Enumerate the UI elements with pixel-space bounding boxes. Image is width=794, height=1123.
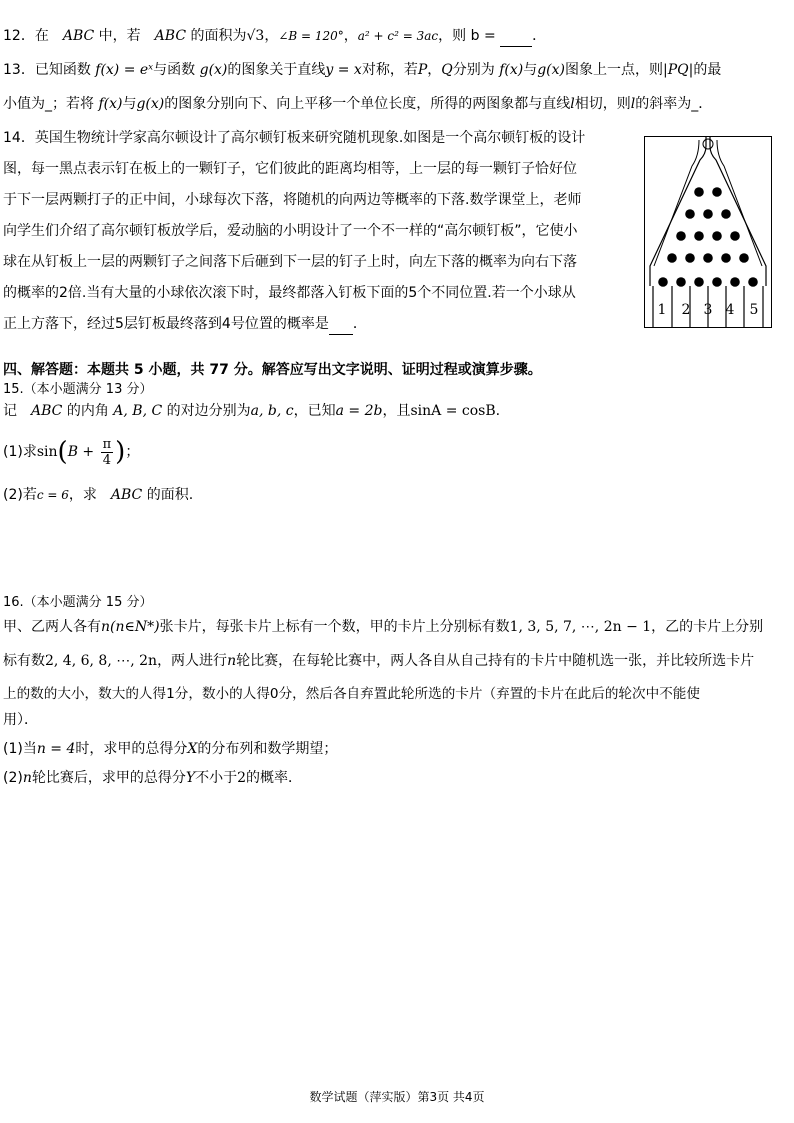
peg: [667, 253, 677, 263]
slot-label: 1: [657, 302, 667, 318]
q15-part-1: (1)求sin(B + $\frac{\pi}{4}$ )；: [3, 436, 140, 468]
slot-label: 3: [703, 302, 713, 318]
funnel-left-outer: [650, 136, 706, 286]
q16-line-1: 甲、乙两人各有n(n∈N*)张卡片，每张卡片上标有一个数，甲的卡片上分别标有数1, 3, 5, 7, ⋯, 2n − 1，乙的卡片上分别: [3, 619, 764, 635]
peg: [712, 277, 722, 287]
peg: [721, 253, 731, 263]
q14-line-5: 球在从钉板上一层的两颗钉子之间落下后砸到下一层的钉子上时，向左下落的概率为向右下落: [3, 254, 577, 270]
q14-line-2: 图，每一黑点表示钉在板上的一颗钉子，它们彼此的距离均相等，上一层的每一颗钉子恰好位: [3, 161, 577, 177]
q16-line-2: 标有数2, 4, 6, 8, ⋯, 2n，两人进行n轮比赛，在每轮比赛中，两人各自从自己持有的卡片中随机选一张，并比较所选卡片: [3, 653, 755, 669]
q12-line: 12．在 ABC 中，若 ABC 的面积为√3，∠B = 120°，a² + c² = 3ac，则 b = ．: [3, 26, 546, 47]
peg: [685, 209, 695, 219]
galton-board-figure: [644, 136, 772, 328]
peg: [721, 209, 731, 219]
peg: [694, 277, 704, 287]
peg: [676, 277, 686, 287]
q16-heading: 16.（本小题满分 15 分）: [3, 595, 153, 610]
q15-part-2: (2)若c = 6，求 ABC 的面积.: [3, 487, 194, 503]
q16-part-1: (1)当n = 4时，求甲的总得分X的分布列和数学期望；: [3, 741, 338, 757]
peg: [730, 277, 740, 287]
funnel-right-outer: [710, 136, 766, 286]
peg: [694, 187, 704, 197]
q14-line-7: 正上方落下，经过5层钉板最终落到4号位置的概率是 ．: [3, 314, 367, 335]
page-footer: 数学试题（萍实版）第3页 共4页: [309, 1090, 485, 1104]
q15-stem: 记 ABC 的内角 A, B, C 的对边分别为a, b, c，已知a = 2b，且sinA = cosB.: [3, 403, 501, 419]
q16-line-3: 上的数的大小，数大的人得1分，数小的人得0分，然后各自弃置此轮所选的卡片（弃置的卡片在此后的轮次中不能使: [3, 686, 700, 702]
peg: [685, 253, 695, 263]
peg: [739, 253, 749, 263]
slot-label: 2: [681, 302, 691, 318]
q16-line-4: 用）．: [3, 712, 38, 728]
peg: [712, 187, 722, 197]
funnel-left-inner: [654, 140, 699, 266]
q16-part-2: (2)n轮比赛后，求甲的总得分Y不小于2的概率．: [3, 770, 303, 786]
q13-line-1: 13．已知函数 f(x) = eˣ与函数 g(x)的图象关于直线y = x对称，若P，Q分别为 f(x)与g(x)图象上一点，则|PQ|的最: [3, 62, 722, 78]
peg: [694, 231, 704, 241]
q14-line-4: 向学生们介绍了高尔顿钉板放学后，爱动脑的小明设计了一个不一样的“高尔顿钉板”，它使小: [3, 223, 578, 239]
peg: [703, 209, 713, 219]
peg: [730, 231, 740, 241]
ball-entry: [703, 139, 713, 149]
answer-blank: [500, 26, 532, 47]
q15-heading: 15.（本小题满分 13 分）: [3, 382, 153, 397]
peg: [703, 253, 713, 263]
slot-label: 5: [749, 302, 759, 318]
answer-blank: [329, 314, 353, 335]
peg: [712, 231, 722, 241]
section-heading: 四、解答题：本题共 5 小题，共 77 分。解答应写出文字说明、证明过程或演算步骤。: [3, 362, 542, 378]
funnel-right-inner: [717, 140, 762, 266]
pegs: [658, 187, 758, 287]
peg: [676, 231, 686, 241]
q13-line-2: 小值为_；若将 f(x)与g(x)的图象分别向下、向上平移一个单位长度，所得的两图象都与直线l相切，则l的斜率为_．: [3, 96, 713, 112]
slot-label: 4: [725, 302, 735, 318]
q14-line-6: 的概率的2倍.当有大量的小球依次滚下时，最终都落入钉板下面的5个不同位置.若一个小球从: [3, 285, 576, 301]
q14-line-1: 14．英国生物统计学家高尔顿设计了高尔顿钉板来研究随机现象.如图是一个高尔顿钉板的设计: [3, 130, 586, 146]
pi-over-4: $\frac{\pi}{4}$: [102, 436, 112, 468]
q14-line-3: 于下一层两颗打子的正中间，小球每次下落，将随机的向两边等概率的下落.数学课堂上，老师: [3, 192, 582, 208]
peg: [748, 277, 758, 287]
peg: [658, 277, 668, 287]
